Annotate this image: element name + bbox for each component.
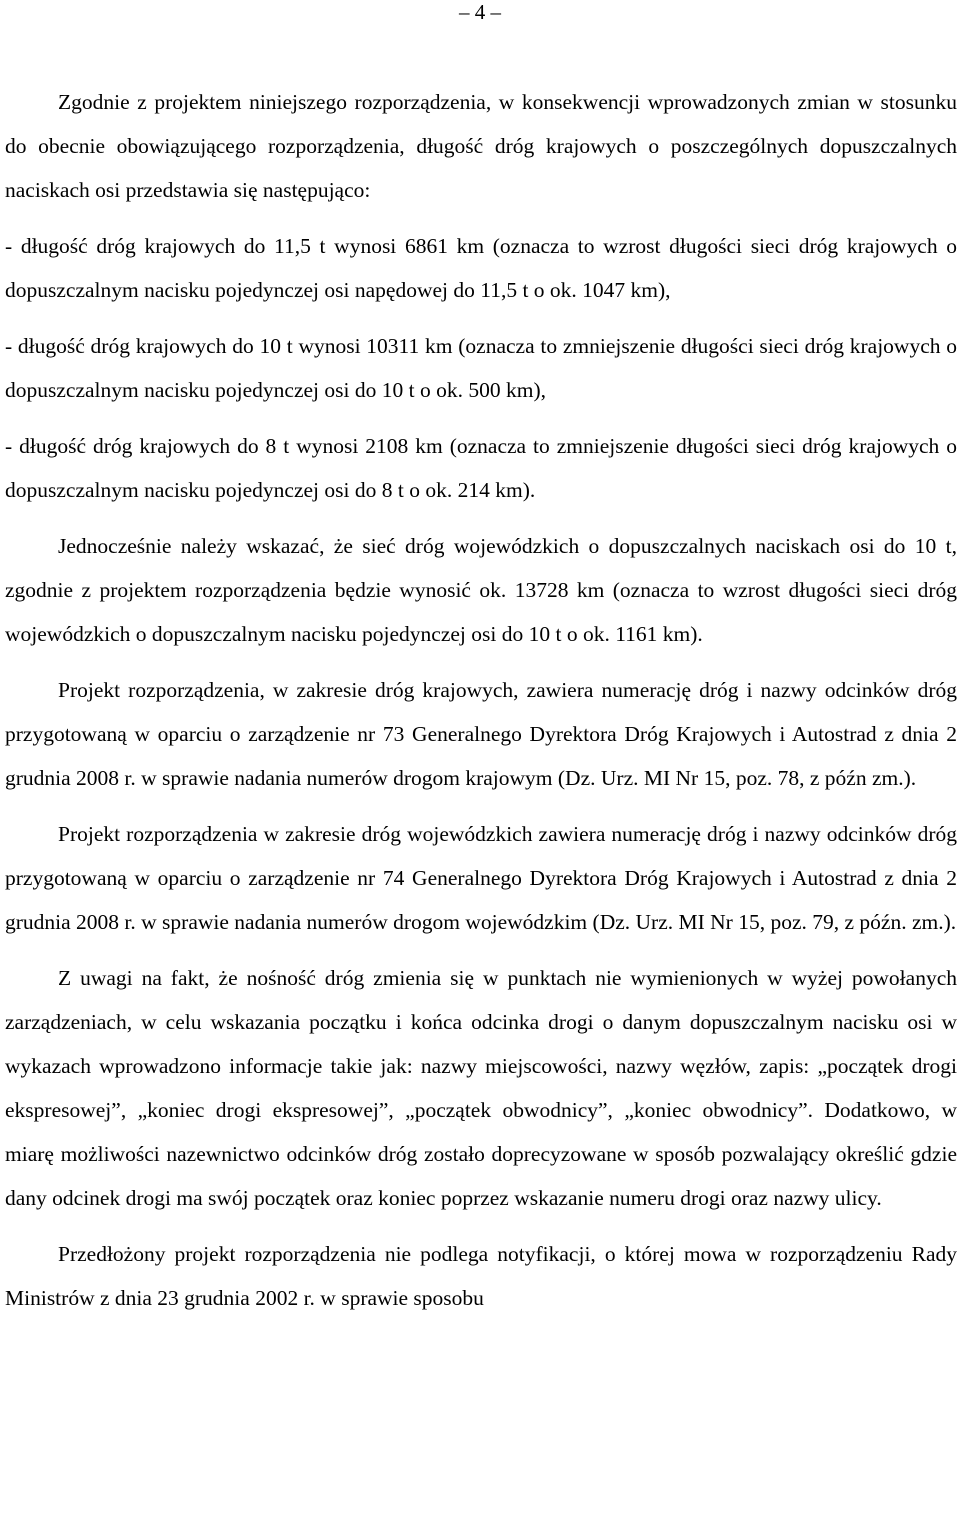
paragraph-national-numbering: Projekt rozporządzenia, w zakresie dróg krajowych, zawiera numerację dróg i nazwy odcinków dróg przygotowaną w oparciu o zarządzenie nr 73 Generalnego Dyrektora Dróg Krajowych i Autostrad z dnia 2 grudnia 2008 r. w sprawie nadania numerów drogom krajowym (Dz. Urz. MI Nr 15, poz. 78, z późn zm.). <box>5 678 957 790</box>
document-body <box>5 80 957 1320</box>
paragraph-voivodeship-numbering: Projekt rozporządzenia w zakresie dróg wojewódzkich zawiera numerację dróg i nazwy odcinków dróg przygotowaną w oparciu o zarządzenie nr 74 Generalnego Dyrektora Dróg Krajowych i Autostrad z dnia 2 grudnia 2008 r. w sprawie nadania numerów drogom wojewódzkim (Dz. Urz. MI Nr 15, poz. 79, z późn. zm.). <box>5 822 957 934</box>
paragraph-notification: Przedłożony projekt rozporządzenia nie podlega notyfikacji, o której mowa w rozporządzeniu Rady Ministrów z dnia 23 grudnia 2002 r. w sprawie sposobu <box>5 1242 957 1310</box>
list-item-roads-8t: - długość dróg krajowych do 8 t wynosi 2108 km (oznacza to zmniejszenie długości sieci dróg krajowych o dopuszczalnym nacisku pojedynczej osi do 8 t o ok. 214 km). <box>5 434 957 502</box>
list-item-roads-10t: - długość dróg krajowych do 10 t wynosi 10311 km (oznacza to zmniejszenie długości sieci dróg krajowych o dopuszczalnym nacisku pojedynczej osi do 10 t o ok. 500 km), <box>5 334 957 402</box>
page-number: – 4 – <box>459 0 501 24</box>
paragraph-intro: Zgodnie z projektem niniejszego rozporządzenia, w konsekwencji wprowadzonych zmian w stosunku do obecnie obowiązującego rozporządzenia, długość dróg krajowych o poszczególnych dopuszczalnych naciskach osi przedstawia się następująco: <box>5 90 957 202</box>
paragraph-voivodeship-roads: Jednocześnie należy wskazać, że sieć dróg wojewódzkich o dopuszczalnych naciskach osi do 10 t, zgodnie z projektem rozporządzenia będzie wynosić ok. 13728 km (oznacza to wzrost długości sieci dróg wojewódzkich o dopuszczalnym nacisku pojedynczej osi do 10 t o ok. 1161 km). <box>5 534 957 646</box>
paragraph-section-naming: Z uwagi na fakt, że nośność dróg zmienia się w punktach nie wymienionych w wyżej powołanych zarządzeniach, w celu wskazania początku i końca odcinka drogi o danym dopuszczalnym nacisku osi w wykazach wprowadzono informacje takie jak: nazwy miejscowości, nazwy węzłów, zapis: „początek drogi ekspresowej”, „koniec drogi ekspresowej”, „początek obwodnicy”, „koniec obwodnicy”. Dodatkowo, w miarę możliwości nazewnictwo odcinków dróg zostało doprecyzowane w sposób pozwalający określić gdzie dany odcinek drogi ma swój początek oraz koniec poprzez wskazanie numeru drogi oraz nazwy ulicy. <box>5 966 957 1210</box>
list-item-roads-11-5t: - długość dróg krajowych do 11,5 t wynosi 6861 km (oznacza to wzrost długości sieci dróg krajowych o dopuszczalnym nacisku pojedynczej osi napędowej do 11,5 t o ok. 1047 km), <box>5 234 957 302</box>
